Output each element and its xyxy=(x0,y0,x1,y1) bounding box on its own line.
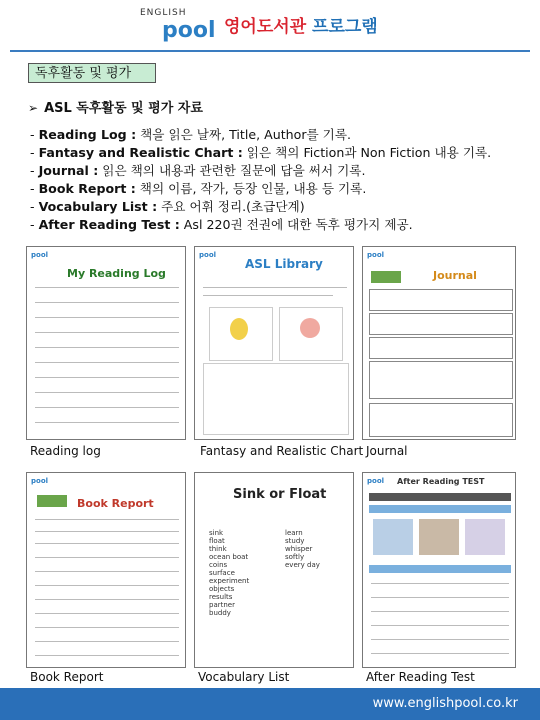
realistic-box xyxy=(279,307,343,361)
thumb-title: ASL Library xyxy=(245,257,323,271)
list-item: - Journal : 읽은 책의 내용과 관련한 질문에 답을 써서 기록. xyxy=(30,163,366,178)
question-box xyxy=(369,361,513,399)
englishpool-logo xyxy=(140,6,220,46)
thumb-title: Journal xyxy=(433,269,477,282)
arrow-bullet-icon: ➢ xyxy=(28,101,39,115)
reading-log-thumbnail[interactable] xyxy=(26,246,186,440)
footer-url-link[interactable]: www.englishpool.co.kr xyxy=(372,696,518,711)
section-subtitle xyxy=(28,97,203,116)
books-icon xyxy=(371,271,401,283)
journal-caption: Journal xyxy=(366,444,408,458)
footer-bar xyxy=(0,688,540,720)
thumb-logo: pool xyxy=(367,477,385,485)
vocabulary-thumbnail[interactable] xyxy=(194,472,354,668)
page-title xyxy=(224,12,378,37)
fantasy-chart-caption: Fantasy and Realistic Chart xyxy=(200,444,364,458)
question-box xyxy=(369,289,513,311)
after-reading-test-thumbnail[interactable] xyxy=(362,472,516,668)
question-box xyxy=(369,337,513,359)
after-reading-test-caption: After Reading Test xyxy=(366,670,475,684)
thumb-title: My Reading Log xyxy=(67,267,166,280)
list-item: - After Reading Test : Asl 220권 전권에 대한 독후 평가지 제공. xyxy=(30,217,413,232)
logo-top-text: ENGLISH xyxy=(140,8,187,18)
header-divider xyxy=(10,50,530,52)
thumb-title: After Reading TEST xyxy=(397,477,485,486)
question-box xyxy=(369,313,513,335)
list-item: - Fantasy and Realistic Chart : 읽은 책의 Fiction과 Non Fiction 내용 기록. xyxy=(30,145,492,160)
page-title-sub: 프로그램 xyxy=(306,17,378,37)
page-title-main: 영어도서관 xyxy=(224,17,307,37)
fantasy-box xyxy=(209,307,273,361)
activity-list xyxy=(30,126,491,234)
logo-main-text: pool xyxy=(162,18,216,43)
thumb-logo: pool xyxy=(31,477,49,485)
pig-icon xyxy=(300,318,320,338)
book-report-caption: Book Report xyxy=(30,670,104,684)
thumb-title: Book Report xyxy=(77,497,154,510)
books-icon xyxy=(37,495,67,507)
section-bar xyxy=(369,565,511,573)
thumb-logo: pool xyxy=(367,251,385,259)
photo-3 xyxy=(465,519,505,555)
list-item: - Book Report : 책의 이름, 작가, 등장 인물, 내용 등 기록. xyxy=(30,181,367,196)
journal-thumbnail[interactable] xyxy=(362,246,516,440)
section-subtitle-text: ASL 독후활동 및 평가 자료 xyxy=(44,101,203,116)
list-item: - Vocabulary List : 주요 어휘 정리.(초급단계) xyxy=(30,199,305,214)
chick-icon xyxy=(230,318,248,340)
fantasy-chart-thumbnail[interactable] xyxy=(194,246,354,440)
page-header xyxy=(0,0,540,52)
vocab-col-1: sink float think ocean boat coins surface experiment objects results partner buddy xyxy=(209,529,250,617)
thumb-logo: pool xyxy=(199,251,217,259)
book-report-thumbnail[interactable] xyxy=(26,472,186,668)
photo-2 xyxy=(419,519,459,555)
thumb-title: Sink or Float xyxy=(233,487,327,502)
photo-1 xyxy=(373,519,413,555)
question-box xyxy=(369,403,513,437)
section-bar xyxy=(369,505,511,513)
header-bar xyxy=(369,493,511,501)
section-badge: 독후활동 및 평가 xyxy=(28,63,156,83)
thumb-logo: pool xyxy=(31,251,49,259)
chart-table xyxy=(203,363,349,435)
reading-log-caption: Reading log xyxy=(30,444,101,458)
vocabulary-caption: Vocabulary List xyxy=(198,670,290,684)
list-item: - Reading Log : 책을 읽은 날짜, Title, Author를 기록. xyxy=(30,127,352,142)
vocab-col-2: learn study whisper softly every day xyxy=(285,529,320,569)
